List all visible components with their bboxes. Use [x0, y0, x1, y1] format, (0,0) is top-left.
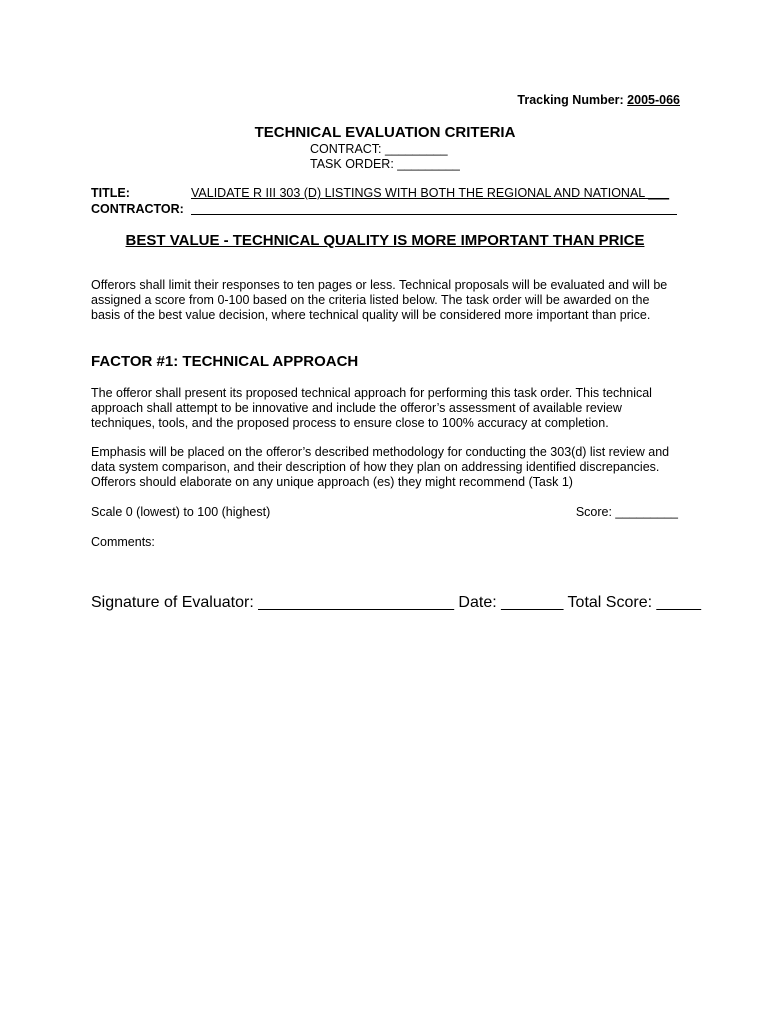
intro-paragraph — [91, 278, 686, 323]
best-value-heading: BEST VALUE - TECHNICAL QUALITY IS MORE IMPORTANT THAN PRICE — [125, 232, 645, 249]
paragraph-line: techniques, tools, and the proposed process to ensure close to 100% accuracy at completion. — [91, 416, 609, 430]
paragraph-line: Offerors should elaborate on any unique approach (es) they might recommend (Task 1) — [91, 475, 573, 489]
comments-label: Comments: — [91, 535, 155, 549]
contractor-blank-line — [191, 214, 677, 215]
title-label: TITLE: — [91, 186, 130, 200]
factor-heading: FACTOR #1: TECHNICAL APPROACH — [91, 353, 359, 370]
document-title: TECHNICAL EVALUATION CRITERIA — [254, 124, 516, 141]
tracking-number-label: Tracking Number: — [517, 93, 624, 107]
intro-paragraph-line: basis of the best value decision, where technical quality will be considered more important than price. — [91, 308, 651, 322]
intro-paragraph-line: assigned a score from 0-100 based on the criteria listed below. The task order will be awarded on the — [91, 293, 650, 307]
scale-text: Scale 0 (lowest) to 100 (highest) — [91, 505, 271, 519]
factor-paragraph-approach — [91, 386, 686, 431]
paragraph-line: approach shall attempt to be innovative and include the offeror’s assessment of available review — [91, 401, 622, 415]
signature-row: Signature of Evaluator: ______________________ Date: _______ Total Score: _____ — [91, 594, 701, 611]
contract-field: CONTRACT: _________ — [310, 142, 448, 156]
contractor-label: CONTRACTOR: — [91, 202, 184, 216]
intro-paragraph-line: Offerors shall limit their responses to ten pages or less. Technical proposals will be evaluated and will be — [91, 278, 668, 292]
tracking-number — [517, 93, 680, 107]
title-value: VALIDATE R III 303 (D) LISTINGS WITH BOTH THE REGIONAL AND NATIONAL ___ — [191, 186, 670, 200]
score-field: Score: _________ — [575, 505, 678, 519]
paragraph-line: The offeror shall present its proposed technical approach for performing this task order. This technical — [91, 386, 652, 400]
tracking-number-value: 2005-066 — [627, 93, 680, 107]
paragraph-line: data system comparison, and their description of how they plan on addressing identified discrepancies. — [91, 460, 660, 474]
task-order-field: TASK ORDER: _________ — [310, 157, 460, 171]
factor-paragraph-emphasis — [91, 445, 686, 490]
paragraph-line: Emphasis will be placed on the offeror’s described methodology for conducting the 303(d) list review and — [91, 445, 670, 459]
